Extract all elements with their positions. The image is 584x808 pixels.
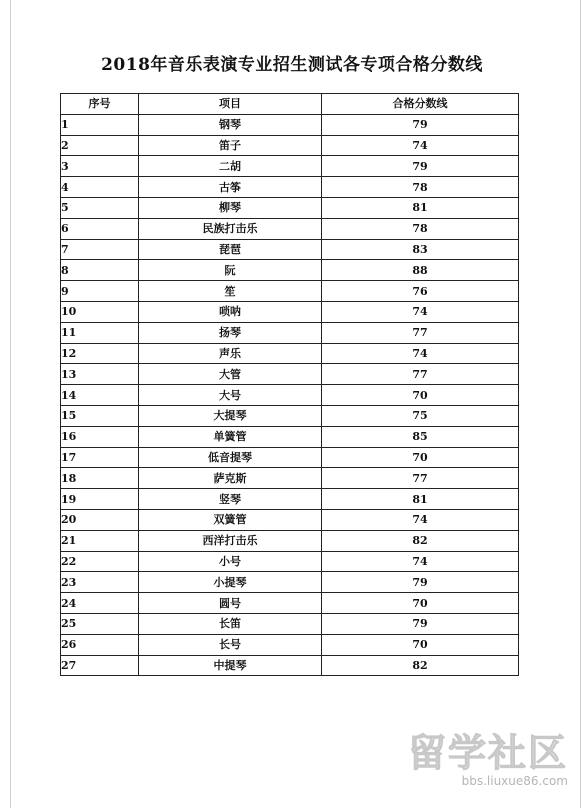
table-row bbox=[61, 239, 519, 260]
row-number: 12 bbox=[61, 343, 139, 364]
row-item: 竖琴 bbox=[139, 489, 322, 510]
table-row bbox=[61, 343, 519, 364]
row-number: 27 bbox=[61, 655, 139, 676]
row-item: 中提琴 bbox=[139, 655, 322, 676]
row-item: 唢呐 bbox=[139, 301, 322, 322]
row-number: 8 bbox=[61, 260, 139, 281]
row-score: 85 bbox=[322, 426, 519, 447]
row-score: 81 bbox=[322, 489, 519, 510]
site-watermark bbox=[407, 731, 568, 788]
row-item: 柳琴 bbox=[139, 197, 322, 218]
row-score: 70 bbox=[322, 447, 519, 468]
row-item: 大管 bbox=[139, 364, 322, 385]
row-number: 6 bbox=[61, 218, 139, 239]
row-number: 11 bbox=[61, 322, 139, 343]
row-score: 78 bbox=[322, 218, 519, 239]
table-row bbox=[61, 114, 519, 135]
row-score: 79 bbox=[322, 156, 519, 177]
row-number: 3 bbox=[61, 156, 139, 177]
row-number: 7 bbox=[61, 239, 139, 260]
row-item: 低音提琴 bbox=[139, 447, 322, 468]
row-item: 双簧管 bbox=[139, 509, 322, 530]
table-header-row bbox=[61, 94, 519, 115]
row-score: 83 bbox=[322, 239, 519, 260]
row-number: 19 bbox=[61, 489, 139, 510]
row-item: 声乐 bbox=[139, 343, 322, 364]
row-score: 81 bbox=[322, 197, 519, 218]
row-score: 74 bbox=[322, 509, 519, 530]
table-row bbox=[61, 197, 519, 218]
row-score: 77 bbox=[322, 364, 519, 385]
table-row bbox=[61, 551, 519, 572]
row-number: 23 bbox=[61, 572, 139, 593]
row-score: 74 bbox=[322, 551, 519, 572]
row-number: 26 bbox=[61, 634, 139, 655]
row-score: 88 bbox=[322, 260, 519, 281]
row-score: 82 bbox=[322, 655, 519, 676]
row-score: 74 bbox=[322, 301, 519, 322]
row-item: 大号 bbox=[139, 385, 322, 406]
page-edge-right bbox=[580, 0, 581, 808]
row-number: 2 bbox=[61, 135, 139, 156]
row-item: 西洋打击乐 bbox=[139, 530, 322, 551]
table-row bbox=[61, 385, 519, 406]
row-score: 76 bbox=[322, 281, 519, 302]
row-number: 10 bbox=[61, 301, 139, 322]
table-row bbox=[61, 322, 519, 343]
table-row bbox=[61, 509, 519, 530]
table-row bbox=[61, 364, 519, 385]
row-item: 单簧管 bbox=[139, 426, 322, 447]
table-row bbox=[61, 156, 519, 177]
table-row bbox=[61, 572, 519, 593]
row-number: 1 bbox=[61, 114, 139, 135]
row-number: 5 bbox=[61, 197, 139, 218]
row-item: 琵琶 bbox=[139, 239, 322, 260]
row-number: 20 bbox=[61, 509, 139, 530]
row-item: 小号 bbox=[139, 551, 322, 572]
row-number: 18 bbox=[61, 468, 139, 489]
row-number: 25 bbox=[61, 613, 139, 634]
score-table bbox=[60, 93, 519, 676]
row-score: 74 bbox=[322, 343, 519, 364]
row-number: 15 bbox=[61, 405, 139, 426]
row-number: 24 bbox=[61, 593, 139, 614]
table-body bbox=[61, 114, 519, 676]
table-row bbox=[61, 177, 519, 198]
watermark-logo: 留学社区 bbox=[407, 731, 568, 775]
row-item: 大提琴 bbox=[139, 405, 322, 426]
row-item: 阮 bbox=[139, 260, 322, 281]
table-row bbox=[61, 447, 519, 468]
row-score: 75 bbox=[322, 405, 519, 426]
table-row bbox=[61, 426, 519, 447]
header-number: 序号 bbox=[61, 94, 139, 115]
row-item: 古筝 bbox=[139, 177, 322, 198]
row-number: 13 bbox=[61, 364, 139, 385]
row-item: 民族打击乐 bbox=[139, 218, 322, 239]
row-score: 77 bbox=[322, 468, 519, 489]
row-score: 70 bbox=[322, 385, 519, 406]
table-row bbox=[61, 655, 519, 676]
table-row bbox=[61, 634, 519, 655]
table-row bbox=[61, 489, 519, 510]
row-item: 长号 bbox=[139, 634, 322, 655]
row-score: 79 bbox=[322, 114, 519, 135]
header-score: 合格分数线 bbox=[322, 94, 519, 115]
page-title: 2018年音乐表演专业招生测试各专项合格分数线 bbox=[101, 55, 483, 75]
row-score: 79 bbox=[322, 613, 519, 634]
row-item: 扬琴 bbox=[139, 322, 322, 343]
table-row bbox=[61, 135, 519, 156]
table-row bbox=[61, 301, 519, 322]
row-number: 9 bbox=[61, 281, 139, 302]
table-row bbox=[61, 530, 519, 551]
watermark-url: bbs.liuxue86.com bbox=[461, 774, 568, 788]
table-row bbox=[61, 218, 519, 239]
row-number: 16 bbox=[61, 426, 139, 447]
row-score: 74 bbox=[322, 135, 519, 156]
row-number: 17 bbox=[61, 447, 139, 468]
table-row bbox=[61, 405, 519, 426]
table-row bbox=[61, 260, 519, 281]
row-number: 14 bbox=[61, 385, 139, 406]
row-score: 79 bbox=[322, 572, 519, 593]
row-number: 4 bbox=[61, 177, 139, 198]
page-edge-left bbox=[10, 0, 11, 808]
row-score: 82 bbox=[322, 530, 519, 551]
row-item: 笙 bbox=[139, 281, 322, 302]
header-item: 项目 bbox=[139, 94, 322, 115]
row-number: 21 bbox=[61, 530, 139, 551]
row-score: 77 bbox=[322, 322, 519, 343]
row-item: 笛子 bbox=[139, 135, 322, 156]
row-item: 小提琴 bbox=[139, 572, 322, 593]
row-item: 二胡 bbox=[139, 156, 322, 177]
table-row bbox=[61, 593, 519, 614]
row-item: 圆号 bbox=[139, 593, 322, 614]
table-row bbox=[61, 613, 519, 634]
row-item: 长笛 bbox=[139, 613, 322, 634]
row-score: 78 bbox=[322, 177, 519, 198]
row-score: 70 bbox=[322, 593, 519, 614]
row-item: 钢琴 bbox=[139, 114, 322, 135]
row-score: 70 bbox=[322, 634, 519, 655]
table-row bbox=[61, 468, 519, 489]
row-item: 萨克斯 bbox=[139, 468, 322, 489]
table-row bbox=[61, 281, 519, 302]
row-number: 22 bbox=[61, 551, 139, 572]
